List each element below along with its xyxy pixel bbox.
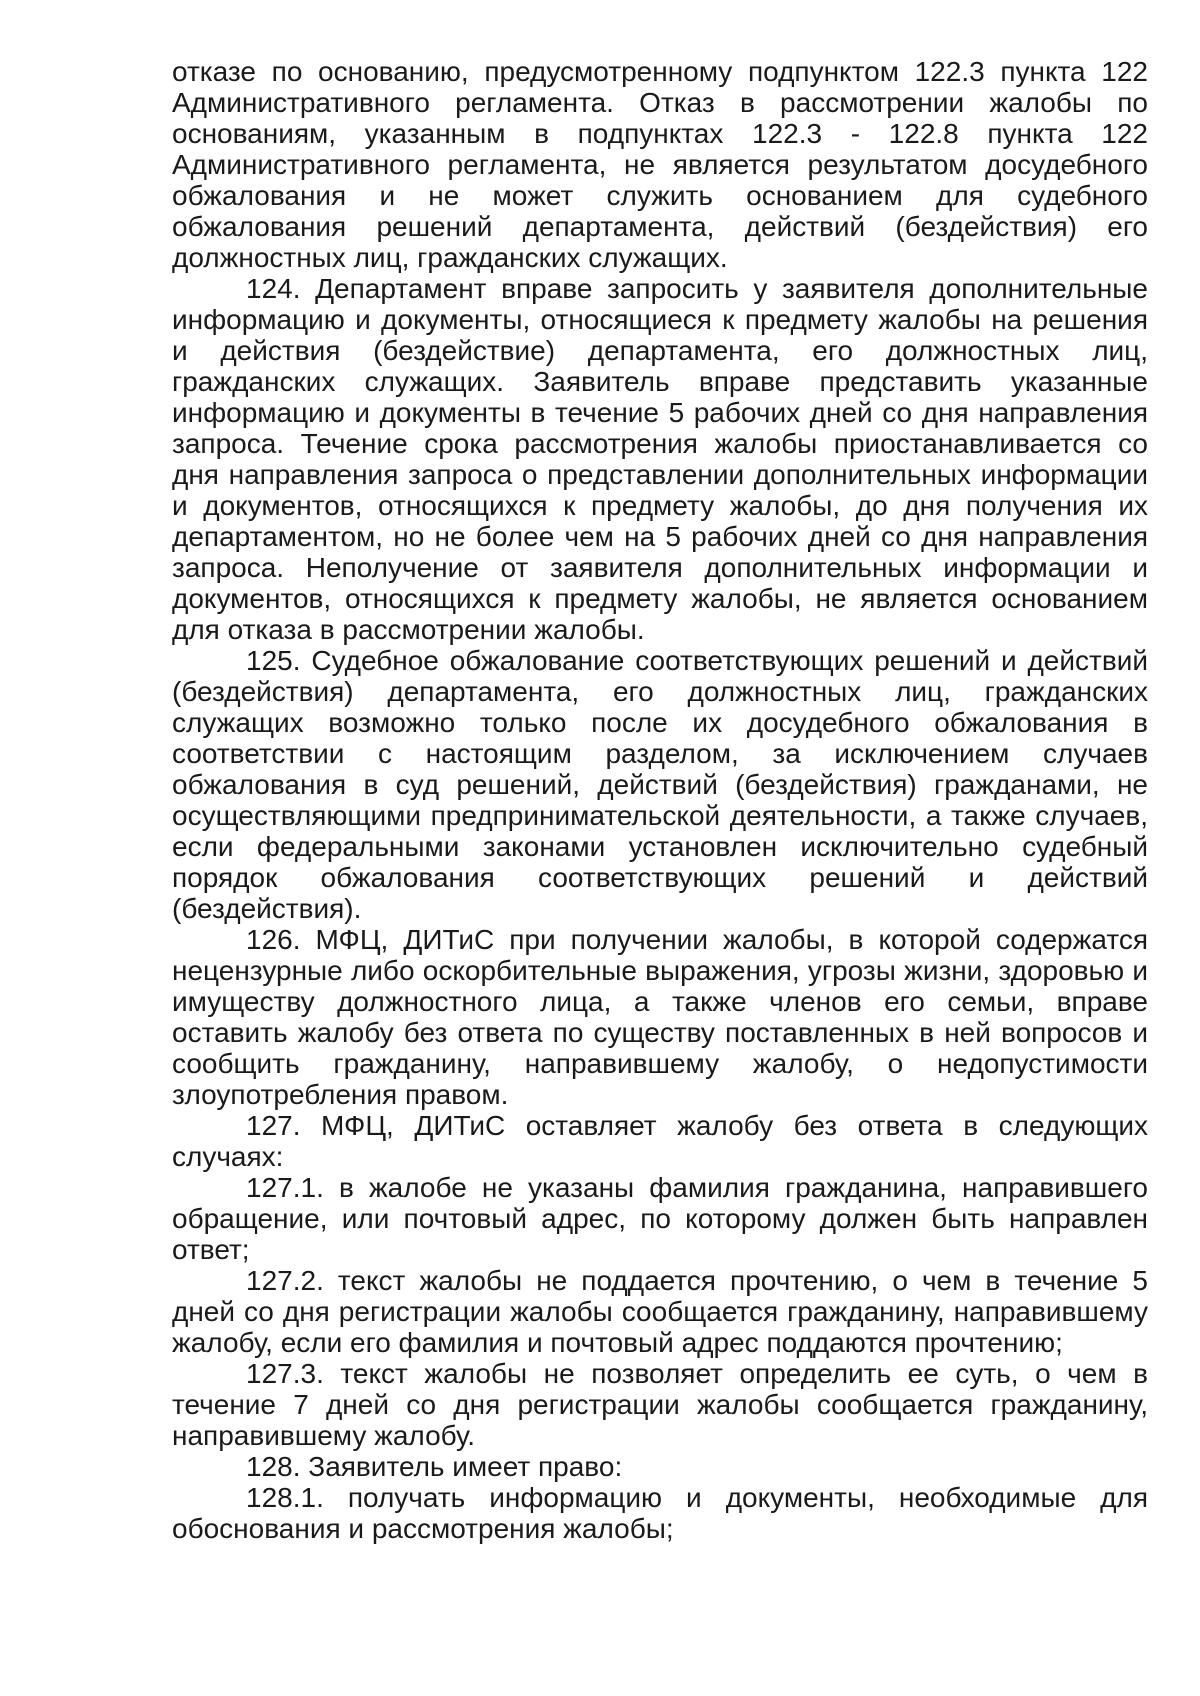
paragraph-127: 127. МФЦ, ДИТиС оставляет жалобу без ответа в следующих случаях: xyxy=(172,1110,1148,1172)
paragraph-128-1: 128.1. получать информацию и документы, необходимые для обоснования и рассмотрения жалобы; xyxy=(172,1482,1148,1544)
paragraph-126: 126. МФЦ, ДИТиС при получении жалобы, в которой содержатся нецензурные либо оскорбительные выражения, угрозы жизни, здоровью и имуществу должностного лица, а также членов его семьи, вправе оставить жалобу без ответа по существу поставленных в ней вопросов и сообщить гражданину, направившему жалобу, о недопустимости злоупотребления правом. xyxy=(172,924,1148,1110)
paragraph-127-2: 127.2. текст жалобы не поддается прочтению, о чем в течение 5 дней со дня регистрации жалобы сообщается гражданину, направившему жалобу, если его фамилия и почтовый адрес поддаются прочтению; xyxy=(172,1265,1148,1358)
paragraph-refusal-continuation: отказе по основанию, предусмотренному подпунктом 122.3 пункта 122 Административного регламента. Отказ в рассмотрении жалобы по основаниям, указанным в подпунктах 122.3 - 122.8 пункта 122 Административного регламента, не является результатом досудебного обжалования и не может служить основанием для судебного обжалования решений департамента, действий (бездействия) его должностных лиц, гражданских служащих. xyxy=(172,56,1148,273)
document-page xyxy=(172,56,1148,1544)
paragraph-124: 124. Департамент вправе запросить у заявителя дополнительные информацию и документы, относящиеся к предмету жалобы на решения и действия (бездействие) департамента, его должностных лиц, гражданских служащих. Заявитель вправе представить указанные информацию и документы в течение 5 рабочих дней со дня направления запроса. Течение срока рассмотрения жалобы приостанавливается со дня направления запроса о представлении дополнительных информации и документов, относящихся к предмету жалобы, до дня получения их департаментом, но не более чем на 5 рабочих дней со дня направления запроса. Неполучение от заявителя дополнительных информации и документов, относящихся к предмету жалобы, не является основанием для отказа в рассмотрении жалобы. xyxy=(172,273,1148,645)
paragraph-125: 125. Судебное обжалование соответствующих решений и действий (бездействия) департамента, его должностных лиц, гражданских служащих возможно только после их досудебного обжалования в соответствии с настоящим разделом, за исключением случаев обжалования в суд решений, действий (бездействия) гражданами, не осуществляющими предпринимательской деятельности, а также случаев, если федеральными законами установлен исключительно судебный порядок обжалования соответствующих решений и действий (бездействия). xyxy=(172,645,1148,924)
paragraph-127-3: 127.3. текст жалобы не позволяет определить ее суть, о чем в течение 7 дней со дня регистрации жалобы сообщается гражданину, направившему жалобу. xyxy=(172,1358,1148,1451)
paragraph-128: 128. Заявитель имеет право: xyxy=(246,1451,623,1482)
paragraph-127-1: 127.1. в жалобе не указаны фамилия гражданина, направившего обращение, или почтовый адрес, по которому должен быть направлен ответ; xyxy=(172,1172,1148,1265)
